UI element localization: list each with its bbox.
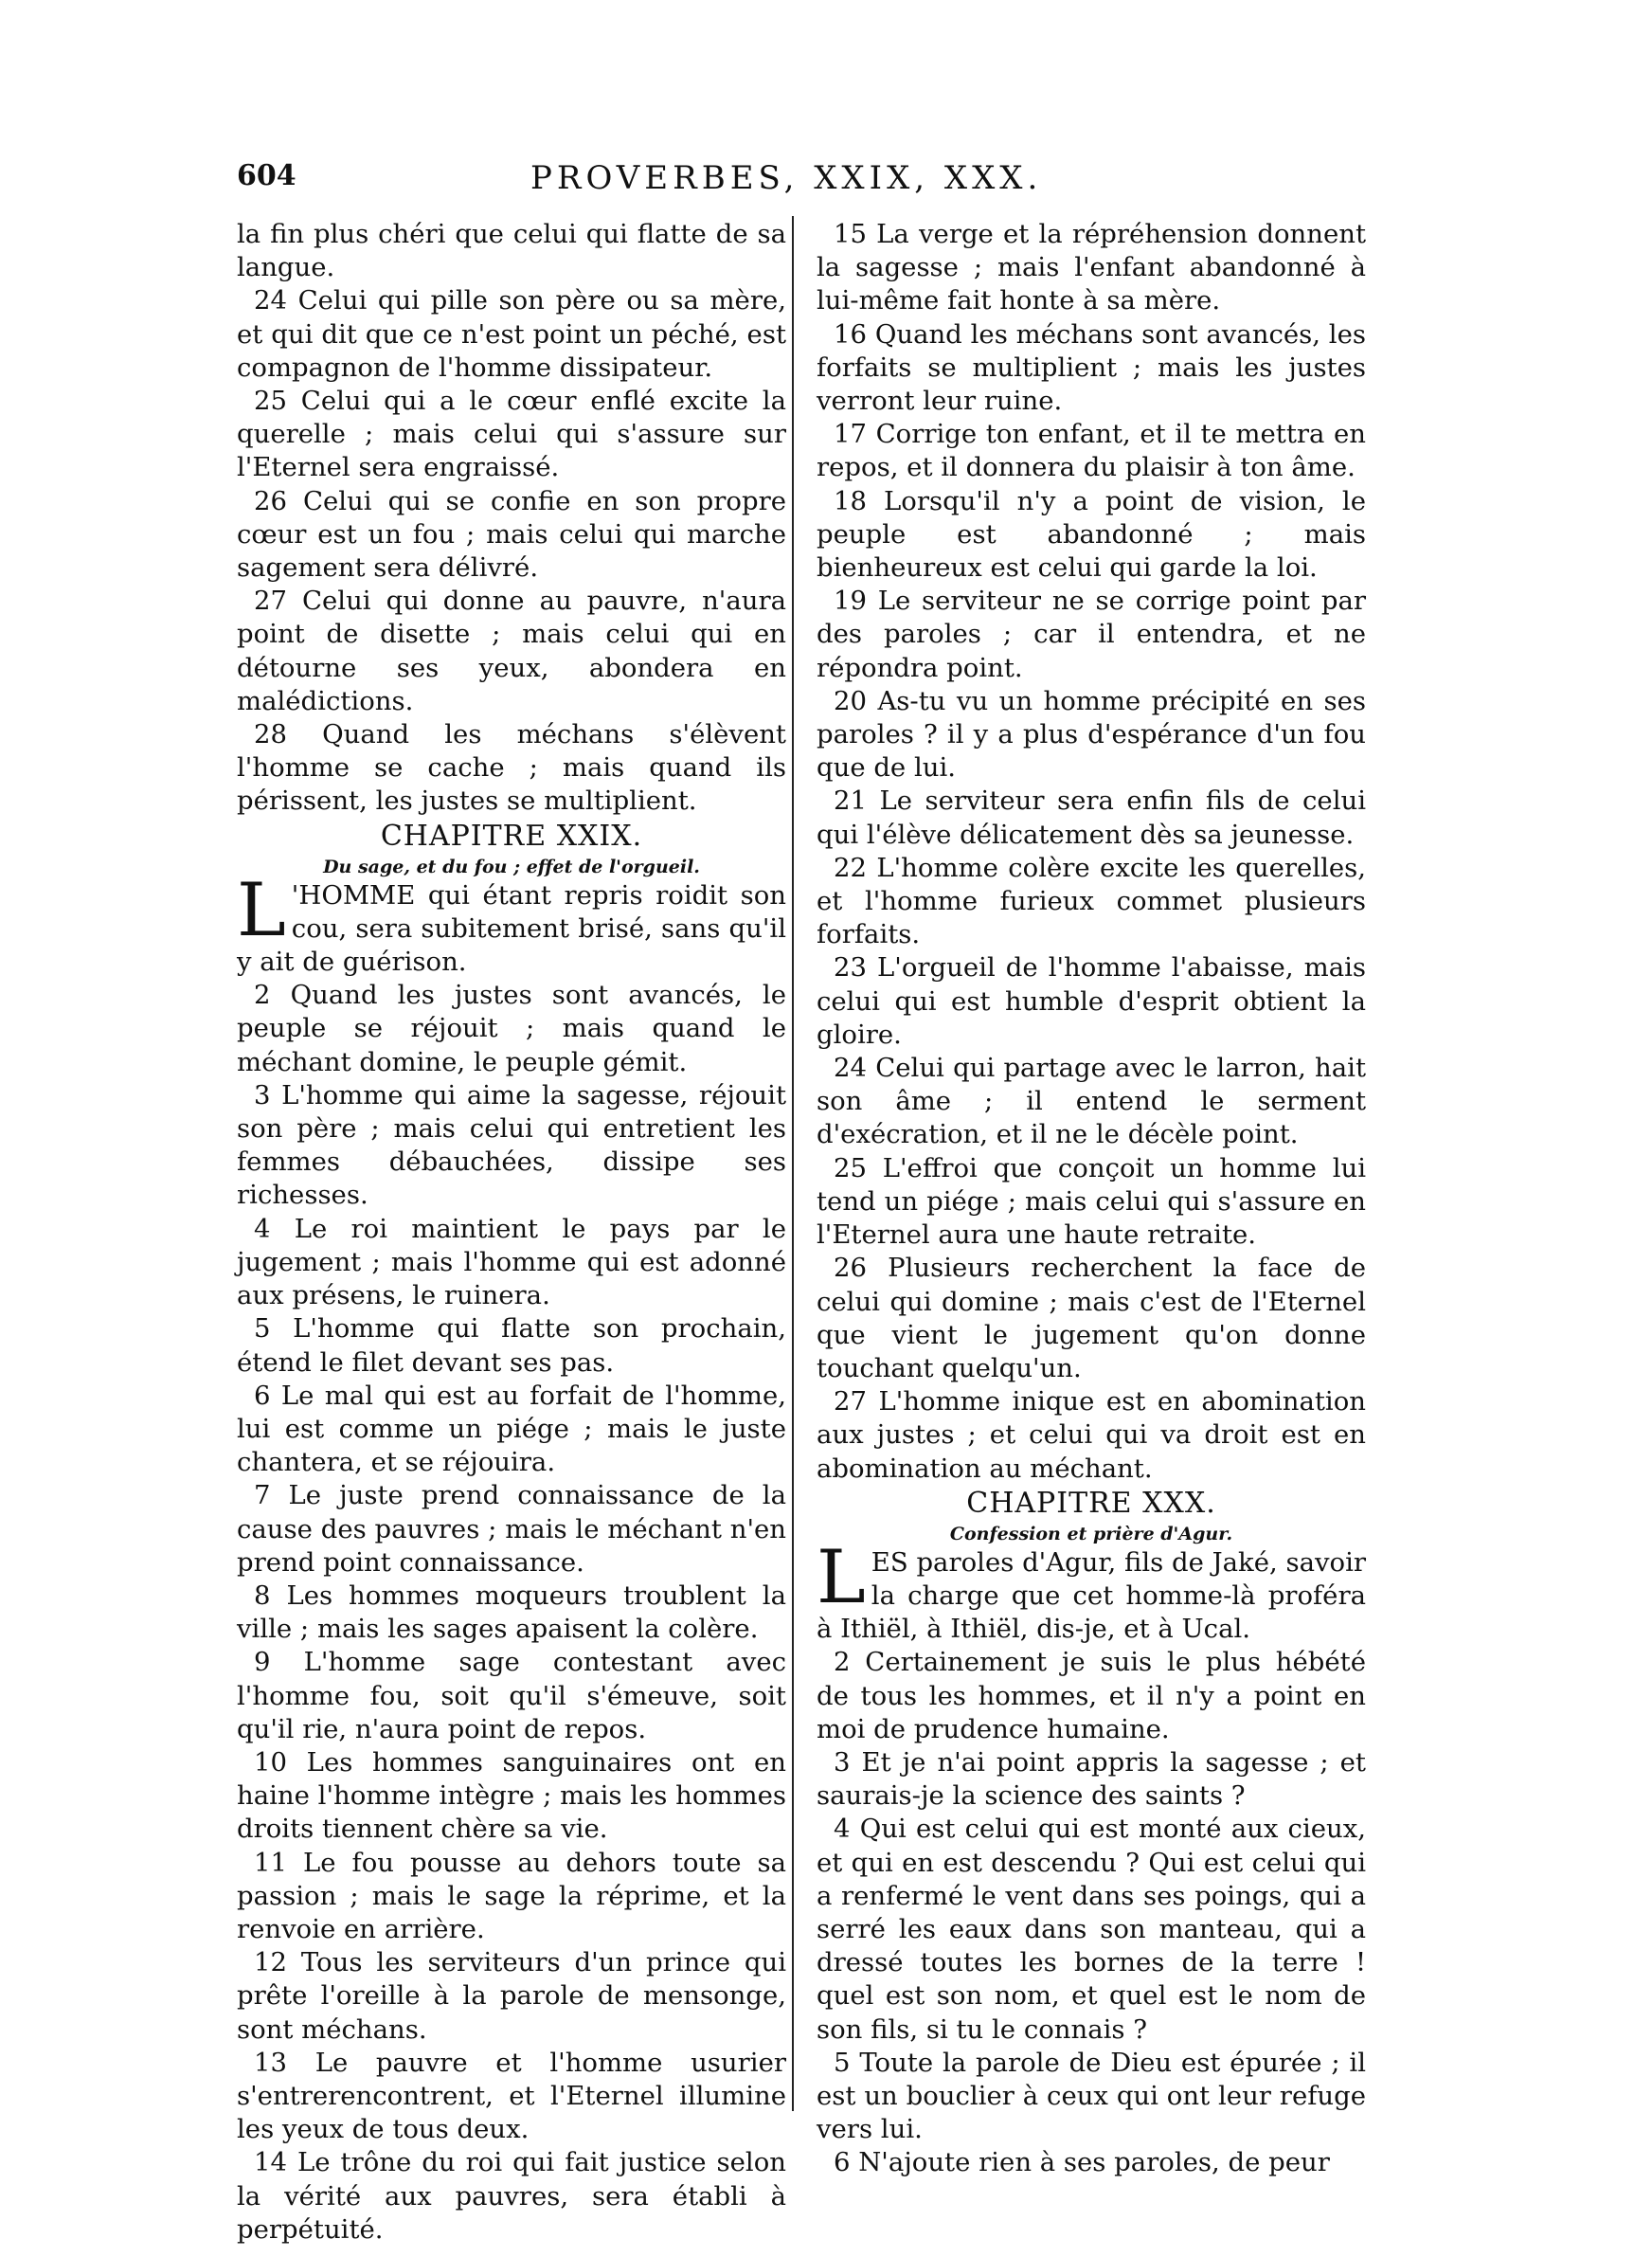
chapter-subtitle: Du sage, et du fou ; effet de l'orgueil. xyxy=(323,856,700,877)
verse-28: 28 Quand les méchans s'élèvent l'homme se cache ; mais quand ils périssent, les justes se multiplient. xyxy=(237,719,786,817)
verse-7: 7 Le juste prend connaissance de la cause des pauvres ; mais le méchant n'en prend point connaissance. xyxy=(237,1480,786,1578)
verse-4: 4 Le roi maintient le pays par le jugement ; mais l'homme qui est adonné aux présens, le ruinera. xyxy=(237,1213,786,1311)
verse-24: 24 Celui qui partage avec le larron, hait son âme ; il entend le serment d'exécration, et il ne le décèle point. xyxy=(817,1053,1366,1150)
verse-27: 27 Celui qui donne au pauvre, n'aura point de disette ; mais celui qui en détourne ses yeux, abondera en malédictions. xyxy=(237,586,786,716)
verse-1 xyxy=(237,867,786,980)
verse-27: 27 L'homme inique est en abomination aux justes ; et celui qui va droit est en abomination au méchant. xyxy=(817,1386,1366,1484)
verse-16: 16 Quand les méchans sont avancés, les forfaits se multiplient ; mais les justes verront leur ruine. xyxy=(817,318,1366,417)
verse-25: 25 L'effroi que conçoit un homme lui tend un piége ; mais celui qui s'assure en l'Eternel aura une haute retraite. xyxy=(817,1152,1366,1251)
column-divider xyxy=(792,216,794,2111)
verse-4: 4 Qui est celui qui est monté aux cieux, et qui en est descendu ? Qui est celui qui a renfermé le vent dans ses poings, qui a serré les eaux dans son manteau, qui a dressé toutes les bornes de la terre ! quel est son nom, et quel est le nom de son fils, si tu le connais ? xyxy=(817,1814,1366,2045)
verse-5: 5 Toute la parole de Dieu est épurée ; il est un bouclier à ceux qui ont leur refuge vers lui. xyxy=(817,2047,1366,2145)
verse-25: 25 Celui qui a le cœur enflé excite la querelle ; mais celui qui s'assure sur l'Eternel sera engraissé. xyxy=(237,386,786,483)
verse-8: 8 Les hommes moqueurs troublent la ville ; mais les sages apaisent la colère. xyxy=(237,1580,786,1645)
chapter-title: CHAPITRE XXIX. xyxy=(380,819,643,853)
verse-3: 3 L'homme qui aime la sagesse, réjouit son père ; mais celui qui entretient les femmes débauchées, dissipe ses richesses. xyxy=(237,1079,786,1211)
verse-18: 18 Lorsqu'il n'y a point de vision, le peuple est abandonné ; mais bienheureux est celui qui garde la loi. xyxy=(817,485,1366,584)
page-number: 604 xyxy=(237,159,296,192)
verse-19: 19 Le serviteur ne se corrige point par des paroles ; car il entendra, et ne répondra point. xyxy=(817,586,1366,683)
verse-17: 17 Corrige ton enfant, et il te mettra en repos, et il donnera du plaisir à ton âme. xyxy=(817,419,1366,483)
verse-2: 2 Certainement je suis le plus hébété de tous les hommes, et il n'y a point en moi de prudence humaine. xyxy=(817,1647,1366,1744)
verse-14: 14 Le trône du roi qui fait justice selon la vérité aux pauvres, sera établi à perpétuité. xyxy=(237,2147,786,2245)
chapter-subtitle: Confession et prière d'Agur. xyxy=(949,1523,1233,1544)
verse-15: 15 La verge et la répréhension donnent la sagesse ; mais l'enfant abandonné à lui-même fait honte à sa mère. xyxy=(817,219,1366,316)
verse-20: 20 As-tu vu un homme précipité en ses paroles ? il y a plus d'espérance d'un fou que de lui. xyxy=(817,685,1366,784)
page-header xyxy=(237,159,1355,207)
verse-26: 26 Plusieurs recherchent la face de celui qui domine ; mais c'est de l'Eternel que vient le jugement qu'on donne touchant quelqu'un. xyxy=(817,1253,1366,1383)
verse-11: 11 Le fou pousse au dehors toute sa passion ; mais le sage la réprime, et la renvoie en arrière. xyxy=(237,1847,786,1944)
left-column xyxy=(237,218,786,2247)
verse-2: 2 Quand les justes sont avancés, le peuple se réjouit ; mais quand le méchant domine, le peuple gémit. xyxy=(237,980,786,1077)
drop-cap: L xyxy=(237,867,286,953)
verse-6: 6 N'ajoute rien à ses paroles, de peur xyxy=(834,2147,1330,2178)
verse-23: 23 L'orgueil de l'homme l'abaisse, mais celui qui est humble d'esprit obtient la gloire. xyxy=(817,952,1366,1050)
verse-5: 5 L'homme qui flatte son prochain, étend le filet devant ses pas. xyxy=(237,1313,786,1378)
verse-24: 24 Celui qui pille son père ou sa mère, et qui dit que ce n'est point un péché, est compagnon de l'homme dissipateur. xyxy=(237,285,786,383)
verse-continuation: la fin plus chéri que celui qui flatte de sa langue. xyxy=(237,219,786,283)
verse-6: 6 Le mal qui est au forfait de l'homme, lui est comme un piége ; mais le juste chantera, et se réjouira. xyxy=(237,1380,786,1478)
chapter-title: CHAPITRE XXX. xyxy=(966,1486,1216,1520)
verse-12: 12 Tous les serviteurs d'un prince qui prête l'oreille à la parole de mensonge, sont méchans. xyxy=(237,1947,786,2045)
verse-10: 10 Les hommes sanguinaires ont en haine l'homme intègre ; mais les hommes droits tiennent chère sa vie. xyxy=(237,1746,786,1845)
verse-1-text: 'HOMME qui étant repris roidit son cou, sera subitement brisé, sans qu'il y ait de guérison. xyxy=(237,879,786,978)
verse-9: 9 L'homme sage contestant avec l'homme fou, soit qu'il s'émeuve, soit qu'il rie, n'aura point de repos. xyxy=(237,1647,786,1744)
drop-cap: L xyxy=(817,1534,866,1620)
verse-22: 22 L'homme colère excite les querelles, et l'homme furieux commet plusieurs forfaits. xyxy=(817,852,1366,950)
verse-1 xyxy=(817,1534,1367,1647)
verse-3: 3 Et je n'ai point appris la sagesse ; et saurais-je la science des saints ? xyxy=(817,1746,1366,1812)
verse-1-text: ES paroles d'Agur, fils de Jaké, savoir la charge que cet homme-là proféra à Ithiël, à Ithiël, dis-je, et à Ucal. xyxy=(817,1546,1367,1645)
verse-21: 21 Le serviteur sera enfin fils de celui qui l'élève délicatement dès sa jeunesse. xyxy=(817,785,1366,850)
verse-26: 26 Celui qui se confie en son propre cœur est un fou ; mais celui qui marche sagement sera délivré. xyxy=(237,485,786,584)
right-column xyxy=(817,218,1366,2180)
running-title: PROVERBES, XXIX, XXX. xyxy=(530,159,1043,197)
verse-13: 13 Le pauvre et l'homme usurier s'entrerencontrent, et l'Eternel illumine les yeux de tous deux. xyxy=(237,2047,786,2145)
